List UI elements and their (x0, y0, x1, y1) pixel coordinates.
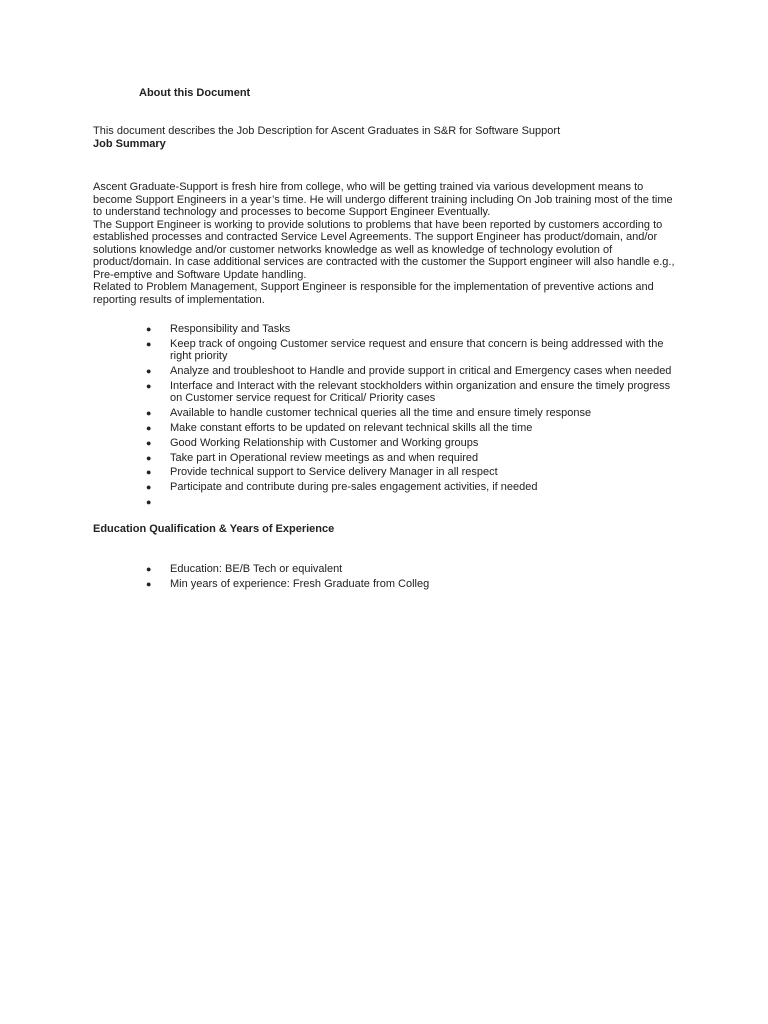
bullet-icon: ● (146, 578, 152, 589)
list-item-text: Participate and contribute during pre-sales engagement activities, if needed (170, 481, 538, 494)
list-item (0, 481, 675, 494)
list-item (0, 422, 675, 435)
list-item (0, 380, 675, 405)
bullet-icon: ● (146, 496, 152, 507)
bullet-icon: ● (146, 422, 152, 433)
job-summary-body (93, 181, 683, 306)
bullet-icon: ● (146, 380, 152, 391)
job-summary-heading: Job Summary (93, 138, 166, 150)
list-item-text: Available to handle customer technical queries all the time and ensure timely response (170, 407, 592, 420)
bullet-icon: ● (146, 482, 152, 493)
list-item-text: Good Working Relationship with Customer and Working groups (170, 436, 479, 449)
list-item (0, 365, 675, 378)
list-item-text: Make constant efforts to be updated on relevant technical skills all the time (170, 421, 533, 434)
list-item-text: Responsibility and Tasks (170, 323, 291, 335)
list-item-text: Analyze and troubleshoot to Handle and provide support in critical and Emergency cases when needed (170, 365, 672, 378)
list-item (0, 466, 675, 479)
bullet-icon: ● (146, 324, 152, 334)
list-item-text: Min years of experience: Fresh Graduate from Colleg (170, 577, 430, 590)
tasks-list (0, 323, 675, 511)
list-item (0, 496, 675, 509)
bullet-icon: ● (146, 437, 152, 448)
summary-paragraph: The Support Engineer is working to provide solutions to problems that have been reported by customers according to established processes and contracted Service Level Agreements. The support Engineer has product/domain, and/or solutions knowledge and/or customer networks knowledge as well as knowledge of technology evolution of product/domain. In case additional services are contracted with the customer the Support engineer will also handle e.g., Pre-emptive and Software Update handling. (93, 218, 675, 281)
list-item (0, 437, 675, 450)
education-heading: Education Qualification & Years of Experience (93, 523, 335, 535)
list-item-text: Interface and Interact with the relevant stockholders within organization and ensure the timely progress on Customer service request for Critical/ Priority cases (170, 379, 671, 405)
about-heading: About this Document (139, 87, 251, 99)
list-item (0, 323, 675, 336)
list-item (0, 338, 675, 363)
list-item (0, 407, 675, 420)
bullet-icon: ● (146, 366, 152, 377)
bullet-icon: ● (146, 564, 152, 574)
bullet-icon: ● (146, 408, 152, 419)
summary-paragraph: Related to Problem Management, Support Engineer is responsible for the implementation of preventive actions and reporting results of implementation. (93, 281, 654, 306)
list-item (0, 578, 675, 591)
list-item (0, 563, 675, 576)
list-item-text: Provide technical support to Service delivery Manager in all respect (170, 466, 498, 479)
summary-paragraph: Ascent Graduate-Support is fresh hire from college, who will be getting trained via various development means to become Support Engineers in a year’s time. He will undergo different training including On Job training most of the time to understand technology and processes to become Support Engineer Eventually. (93, 181, 673, 218)
education-list (0, 563, 675, 593)
list-item-text: Keep track of ongoing Customer service request and ensure that concern is being addressed with the right priority (170, 337, 664, 363)
list-item (0, 452, 675, 465)
bullet-icon: ● (146, 467, 152, 478)
list-item-text: Take part in Operational review meetings as and when required (170, 451, 479, 464)
bullet-icon: ● (146, 452, 152, 463)
bullet-icon: ● (146, 338, 152, 349)
list-item-text: Education: BE/B Tech or equivalent (170, 563, 343, 575)
intro-text: This document describes the Job Description for Ascent Graduates in S&R for Software Support (93, 125, 561, 137)
